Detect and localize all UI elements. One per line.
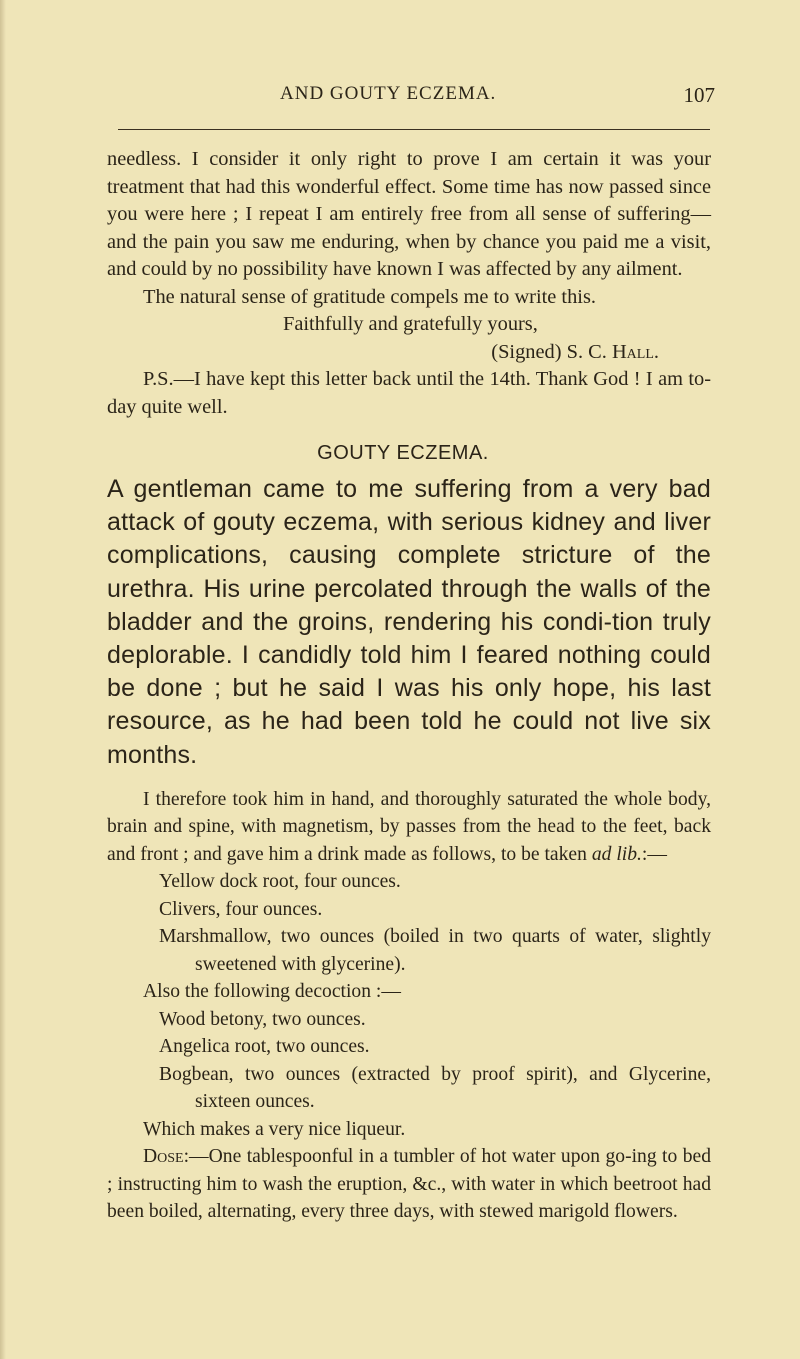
letter-paragraph: needless. I consider it only right to prove I am certain it was your treatment that had this wonderful effect. Some time has now passed since you were here ; I repeat I am entirely free from all sense of suffering—and the pain you saw me enduring, when by chance you paid me a visit, and could by no possibility have known I was affected by any ailment. bbox=[107, 148, 711, 280]
dose-text: :—One tablespoonful in a tumbler of hot water upon go-ing to bed ; instructing him to wash the eruption, &c., with water in which beetroot had been boiled, alternating, every three days, with stewed marigold flowers. bbox=[107, 1146, 711, 1223]
liqueur-note: Which makes a very nice liqueur. bbox=[143, 1118, 406, 1140]
treatment-end: :— bbox=[641, 843, 667, 865]
drink-item: Clivers, four ounces. bbox=[159, 898, 323, 920]
treatment-text: I therefore took him in hand, and thoroughly saturated the whole body, brain and spine, with magnetism, by passes from the head to the feet, back and front ; and gave him a drink made as follows, to be taken bbox=[107, 788, 711, 865]
decoction-item: Wood betony, two ounces. bbox=[159, 1008, 366, 1030]
header-rule bbox=[118, 129, 710, 130]
letter-signature bbox=[107, 339, 711, 367]
letter-postscript: P.S.—I have kept this letter back until the 14th. Thank God ! I am to-day quite well. bbox=[107, 368, 711, 418]
letter-closing: Faithfully and gratefully yours, bbox=[283, 313, 538, 335]
letter-closing-sentence: The natural sense of gratitude compels me to write this. bbox=[143, 285, 596, 308]
section-heading: GOUTY ECZEMA. bbox=[317, 442, 489, 464]
decoction-item: Bogbean, two ounces (extracted by proof spirit), and Glycerine, sixteen ounces. bbox=[159, 1063, 711, 1113]
drink-item: Yellow dock root, four ounces. bbox=[159, 871, 401, 893]
drink-item: Marshmallow, two ounces (boiled in two quarts of water, slightly sweetened with glycerine). bbox=[159, 926, 711, 975]
dose-label: Dose bbox=[143, 1146, 184, 1168]
signature-name: Hall. bbox=[611, 340, 659, 363]
dose-paragraph bbox=[107, 1143, 711, 1226]
signature-prefix: (Signed) S. C. bbox=[491, 340, 607, 363]
decoction-item: Angelica root, two ounces. bbox=[159, 1036, 370, 1058]
decoction-intro: Also the following decoction :— bbox=[143, 981, 401, 1003]
page-header bbox=[105, 83, 715, 109]
section-intro: A gentleman came to me suffering from a very bad attack of gouty eczema, with serious kidney and liver complications, causing complete stricture of the urethra. His urine percolated through the walls of the bladder and the groins, rendering his condi-tion truly deplorable. I candidly told him I feared nothing could be done ; but he said I was his only hope, his last resource, as he had been told he could not live six months. bbox=[107, 475, 711, 769]
treatment-paragraph bbox=[107, 786, 711, 869]
body-text bbox=[107, 146, 711, 1226]
paragraph-gap bbox=[107, 772, 711, 786]
treatment-italic: ad lib. bbox=[591, 843, 642, 865]
page-number: 107 bbox=[683, 83, 715, 107]
page-binding-edge bbox=[0, 0, 6, 1359]
running-title: AND GOUTY ECZEMA. bbox=[280, 83, 497, 104]
